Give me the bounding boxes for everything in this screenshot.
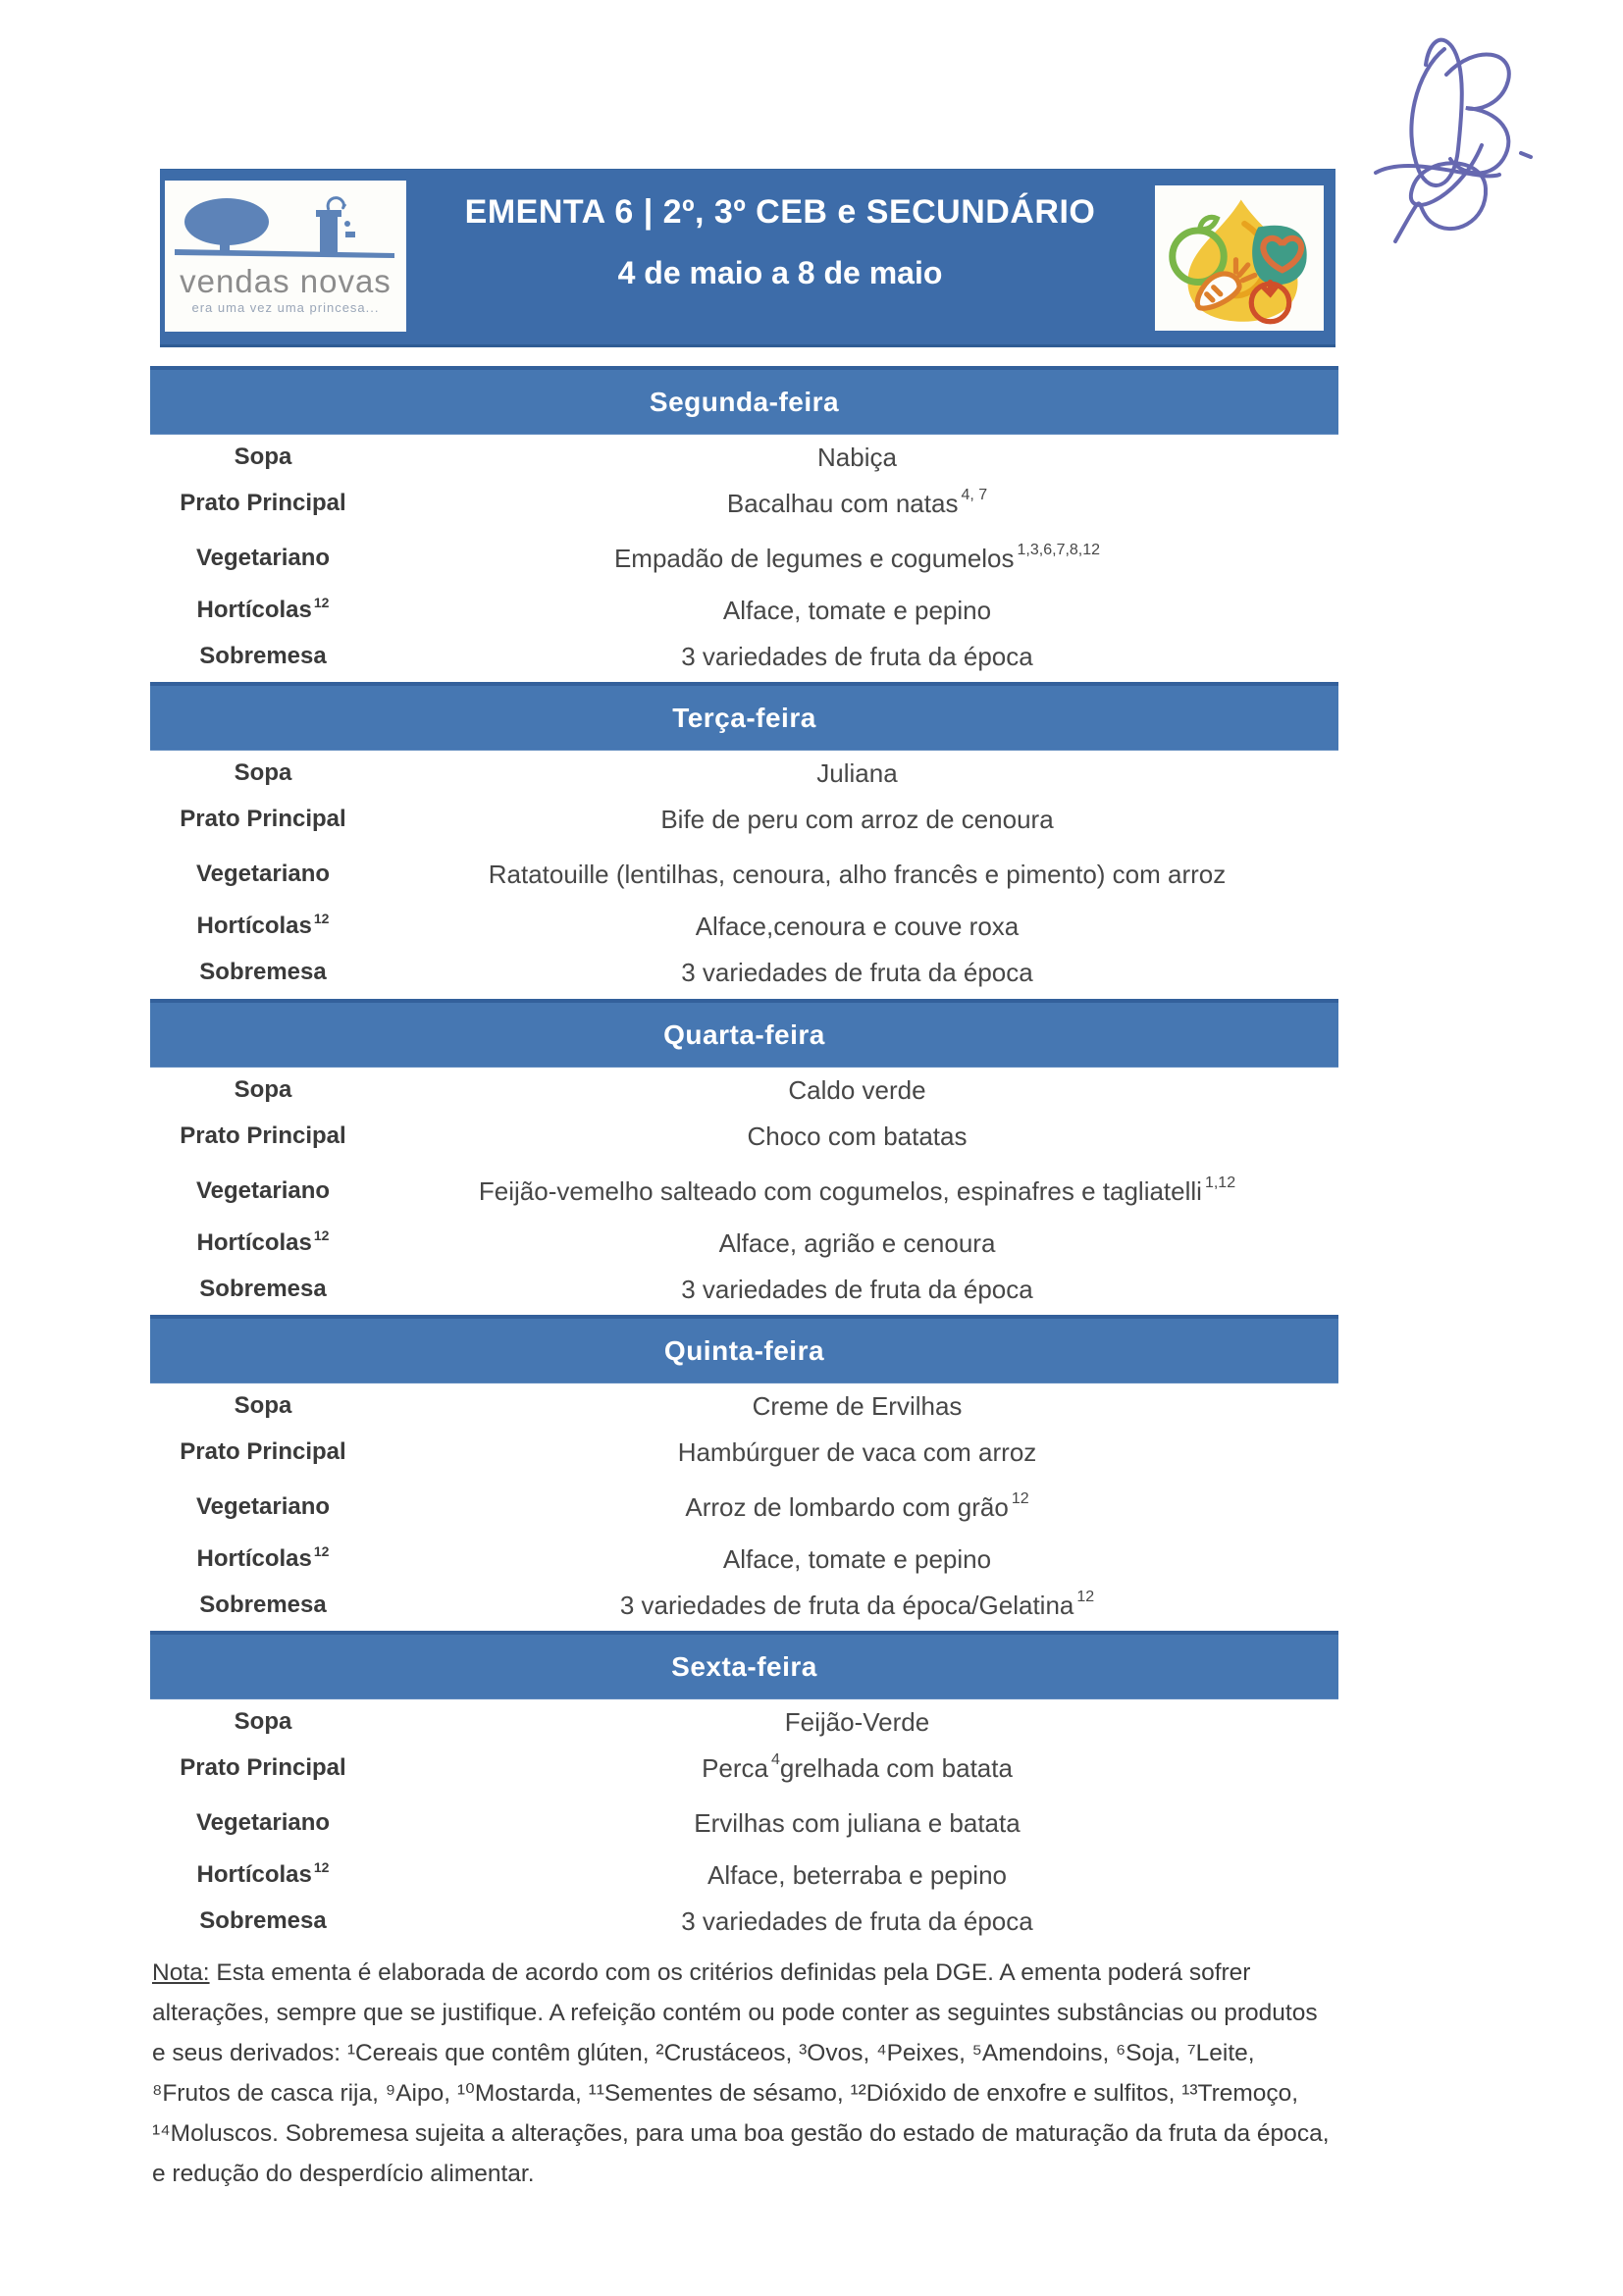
menu-row: [150, 1745, 1338, 1792]
day-name: Sexta-feira: [671, 1650, 817, 1682]
meal-type-label: Sobremesa: [199, 959, 327, 985]
day-name: Terça-feira: [672, 702, 816, 733]
day-section-terca: [150, 682, 1338, 998]
menu-row: [150, 1792, 1338, 1854]
day-name: Quinta-feira: [663, 1334, 825, 1366]
meal-type-label: Sobremesa: [199, 643, 327, 669]
meal-type-label: Sopa: [234, 1392, 292, 1419]
note-text: Esta ementa é elaborada de acordo com os critérios definidas pela DGE. A ementa poderá sofrer alterações, sempre que se justifique. A refeição contém ou pode conter as seguintes substâncias ou produtos e seus derivados: ¹Cereais que contêm glúten, ²Crustáceos, ³Ovos, ⁴Peixes, ⁵Amendoins, ⁶Soja, ⁷Leite, ⁸Frutos de casca rija, ⁹Aipo, ¹⁰Mostarda, ¹¹Sementes de sésamo, ¹²Dióxido de enxofre e sulfitos, ¹³Tremoço, ¹⁴Moluscos. Sobremesa sujeita a alterações, para uma boa gestão do estado de maturação da fruta da época, e redução do desperdício alimentar.: [152, 1959, 1330, 2187]
meal-value: Feijão-vemelho salteado com cogumelos, espinafres e tagliatelli $^{1,12}$: [478, 1174, 1236, 1206]
meal-value: Nabiça: [817, 442, 897, 472]
day-header: [150, 366, 1338, 435]
meal-value: 3 variedades de fruta da época: [681, 1274, 1033, 1304]
meal-type-label: Sobremesa: [199, 1907, 327, 1934]
meal-value: Juliana: [816, 757, 898, 788]
day-header: [150, 1631, 1338, 1699]
meal-value: Alface, tomate e pepino: [722, 595, 992, 625]
meal-type-label: Sopa: [234, 1708, 292, 1735]
meal-value: Perca $^4$ grelhada com batata: [702, 1751, 1013, 1783]
day-rows: [150, 1699, 1338, 1947]
menu-row: [150, 1429, 1338, 1476]
fruit-logo-icon: [1161, 189, 1318, 327]
municipality-logo-illustration-icon: [173, 188, 398, 265]
header-band: [160, 169, 1335, 347]
menu-row: [150, 1699, 1338, 1745]
meal-type-label: Vegetariano: [195, 545, 331, 571]
menu-row: [150, 1896, 1338, 1947]
menu-row: [150, 590, 1338, 631]
day-rows: [150, 1068, 1338, 1315]
day-section-segunda: [150, 366, 1338, 682]
meal-type-label: Prato Principal: [180, 1438, 346, 1465]
meal-type-label: Sopa: [234, 444, 292, 470]
menu-row: [150, 843, 1338, 906]
meal-type-label: Prato Principal: [180, 1122, 346, 1149]
meal-value: Alface, agrião e cenoura: [718, 1227, 996, 1258]
meal-type-label: Hortícolas $^{12}$: [196, 1543, 330, 1572]
menu-row: [150, 1476, 1338, 1539]
municipality-logo-name: vendas novas: [180, 263, 392, 299]
day-section-quinta: [150, 1315, 1338, 1631]
meal-type-label: Prato Principal: [180, 1754, 346, 1781]
meal-value: Hambúrguer de vaca com arroz: [677, 1436, 1037, 1467]
day-header: [150, 682, 1338, 751]
meal-type-label: Prato Principal: [180, 806, 346, 832]
menu-date-range: 4 de maio a 8 de maio: [617, 255, 943, 290]
signature-scribble-icon: [1335, 27, 1570, 248]
leaf-heart-icon: [1252, 226, 1307, 285]
meal-value: Bife de peru com arroz de cenoura: [660, 804, 1054, 834]
menu-row: [150, 1539, 1338, 1580]
day-header: [150, 999, 1338, 1068]
food-program-logo: [1155, 185, 1324, 331]
day-header: [150, 1315, 1338, 1383]
meal-type-label: Vegetariano: [195, 1809, 331, 1836]
day-rows: [150, 435, 1338, 682]
menu-row: [150, 1223, 1338, 1264]
handwritten-signature: [1335, 27, 1570, 248]
meal-type-label: Sopa: [234, 759, 292, 786]
menu-row: [150, 1160, 1338, 1223]
menu-row: [150, 1854, 1338, 1896]
meal-value: Caldo verde: [788, 1074, 926, 1105]
meal-value: 3 variedades de fruta da época: [681, 957, 1033, 987]
meal-type-label: Hortícolas $^{12}$: [196, 1859, 330, 1888]
menu-row: [150, 1383, 1338, 1429]
menu-row: [150, 1580, 1338, 1631]
meal-value: Bacalhau com natas $^{4, 7}$: [726, 487, 988, 518]
meal-type-label: Hortícolas $^{12}$: [196, 1227, 330, 1256]
menu-row: [150, 1113, 1338, 1160]
day-rows: [150, 1383, 1338, 1631]
meal-type-label: Vegetariano: [195, 1493, 331, 1520]
day-name: Quarta-feira: [663, 1018, 825, 1050]
menu-row: [150, 796, 1338, 843]
meal-type-label: Sobremesa: [199, 1592, 327, 1618]
footer-note: [152, 1953, 1337, 2194]
menu-row: [150, 906, 1338, 947]
meal-type-label: Vegetariano: [195, 1177, 331, 1204]
meal-value: 3 variedades de fruta da época: [681, 641, 1033, 671]
meal-value: Arroz de lombardo com grão $^{12}$: [685, 1490, 1029, 1522]
menu-title: EMENTA 6 | 2º, 3º CEB e SECUNDÁRIO: [464, 193, 1096, 231]
meal-value: Creme de Ervilhas: [752, 1390, 963, 1421]
menu-row: [150, 527, 1338, 590]
meal-type-label: Hortícolas $^{12}$: [196, 911, 330, 939]
day-name: Segunda-feira: [649, 386, 840, 417]
meal-value: Alface, beterraba e pepino: [707, 1859, 1007, 1890]
meal-type-label: Vegetariano: [195, 861, 331, 887]
meal-value: Alface, tomate e pepino: [722, 1543, 992, 1574]
menu-row: [150, 1264, 1338, 1315]
header-titles: [411, 170, 1149, 344]
meal-value: 3 variedades de fruta da época/Gelatina $^{12}$: [619, 1589, 1095, 1620]
menu-row: [150, 480, 1338, 527]
menu-row: [150, 435, 1338, 480]
meal-value: Empadão de legumes e cogumelos $^{1,3,6,7,8,12}$: [613, 542, 1101, 573]
note-label: Nota:: [152, 1959, 210, 1986]
meal-value: Choco com batatas: [747, 1121, 968, 1151]
day-section-sexta: [150, 1631, 1338, 1947]
meal-type-label: Prato Principal: [180, 490, 346, 516]
day-rows: [150, 751, 1338, 998]
municipality-logo: [165, 181, 406, 332]
meal-type-label: Sobremesa: [199, 1276, 327, 1302]
menu-row: [150, 751, 1338, 796]
municipality-logo-tagline: era uma vez uma princesa...: [191, 300, 380, 315]
meal-value: Feijão-Verde: [784, 1706, 930, 1737]
meal-type-label: Hortícolas $^{12}$: [196, 595, 330, 623]
menu-row: [150, 1068, 1338, 1113]
meal-value: Alface,cenoura e couve roxa: [695, 911, 1020, 941]
meal-value: Ratatouille (lentilhas, cenoura, alho francês e pimento) com arroz: [488, 859, 1227, 889]
menu-row: [150, 947, 1338, 998]
menu-row: [150, 631, 1338, 682]
meal-value: Ervilhas com juliana e batata: [694, 1807, 1021, 1838]
day-section-quarta: [150, 999, 1338, 1315]
meal-type-label: Sopa: [234, 1076, 292, 1103]
meal-value: 3 variedades de fruta da época: [681, 1905, 1033, 1936]
